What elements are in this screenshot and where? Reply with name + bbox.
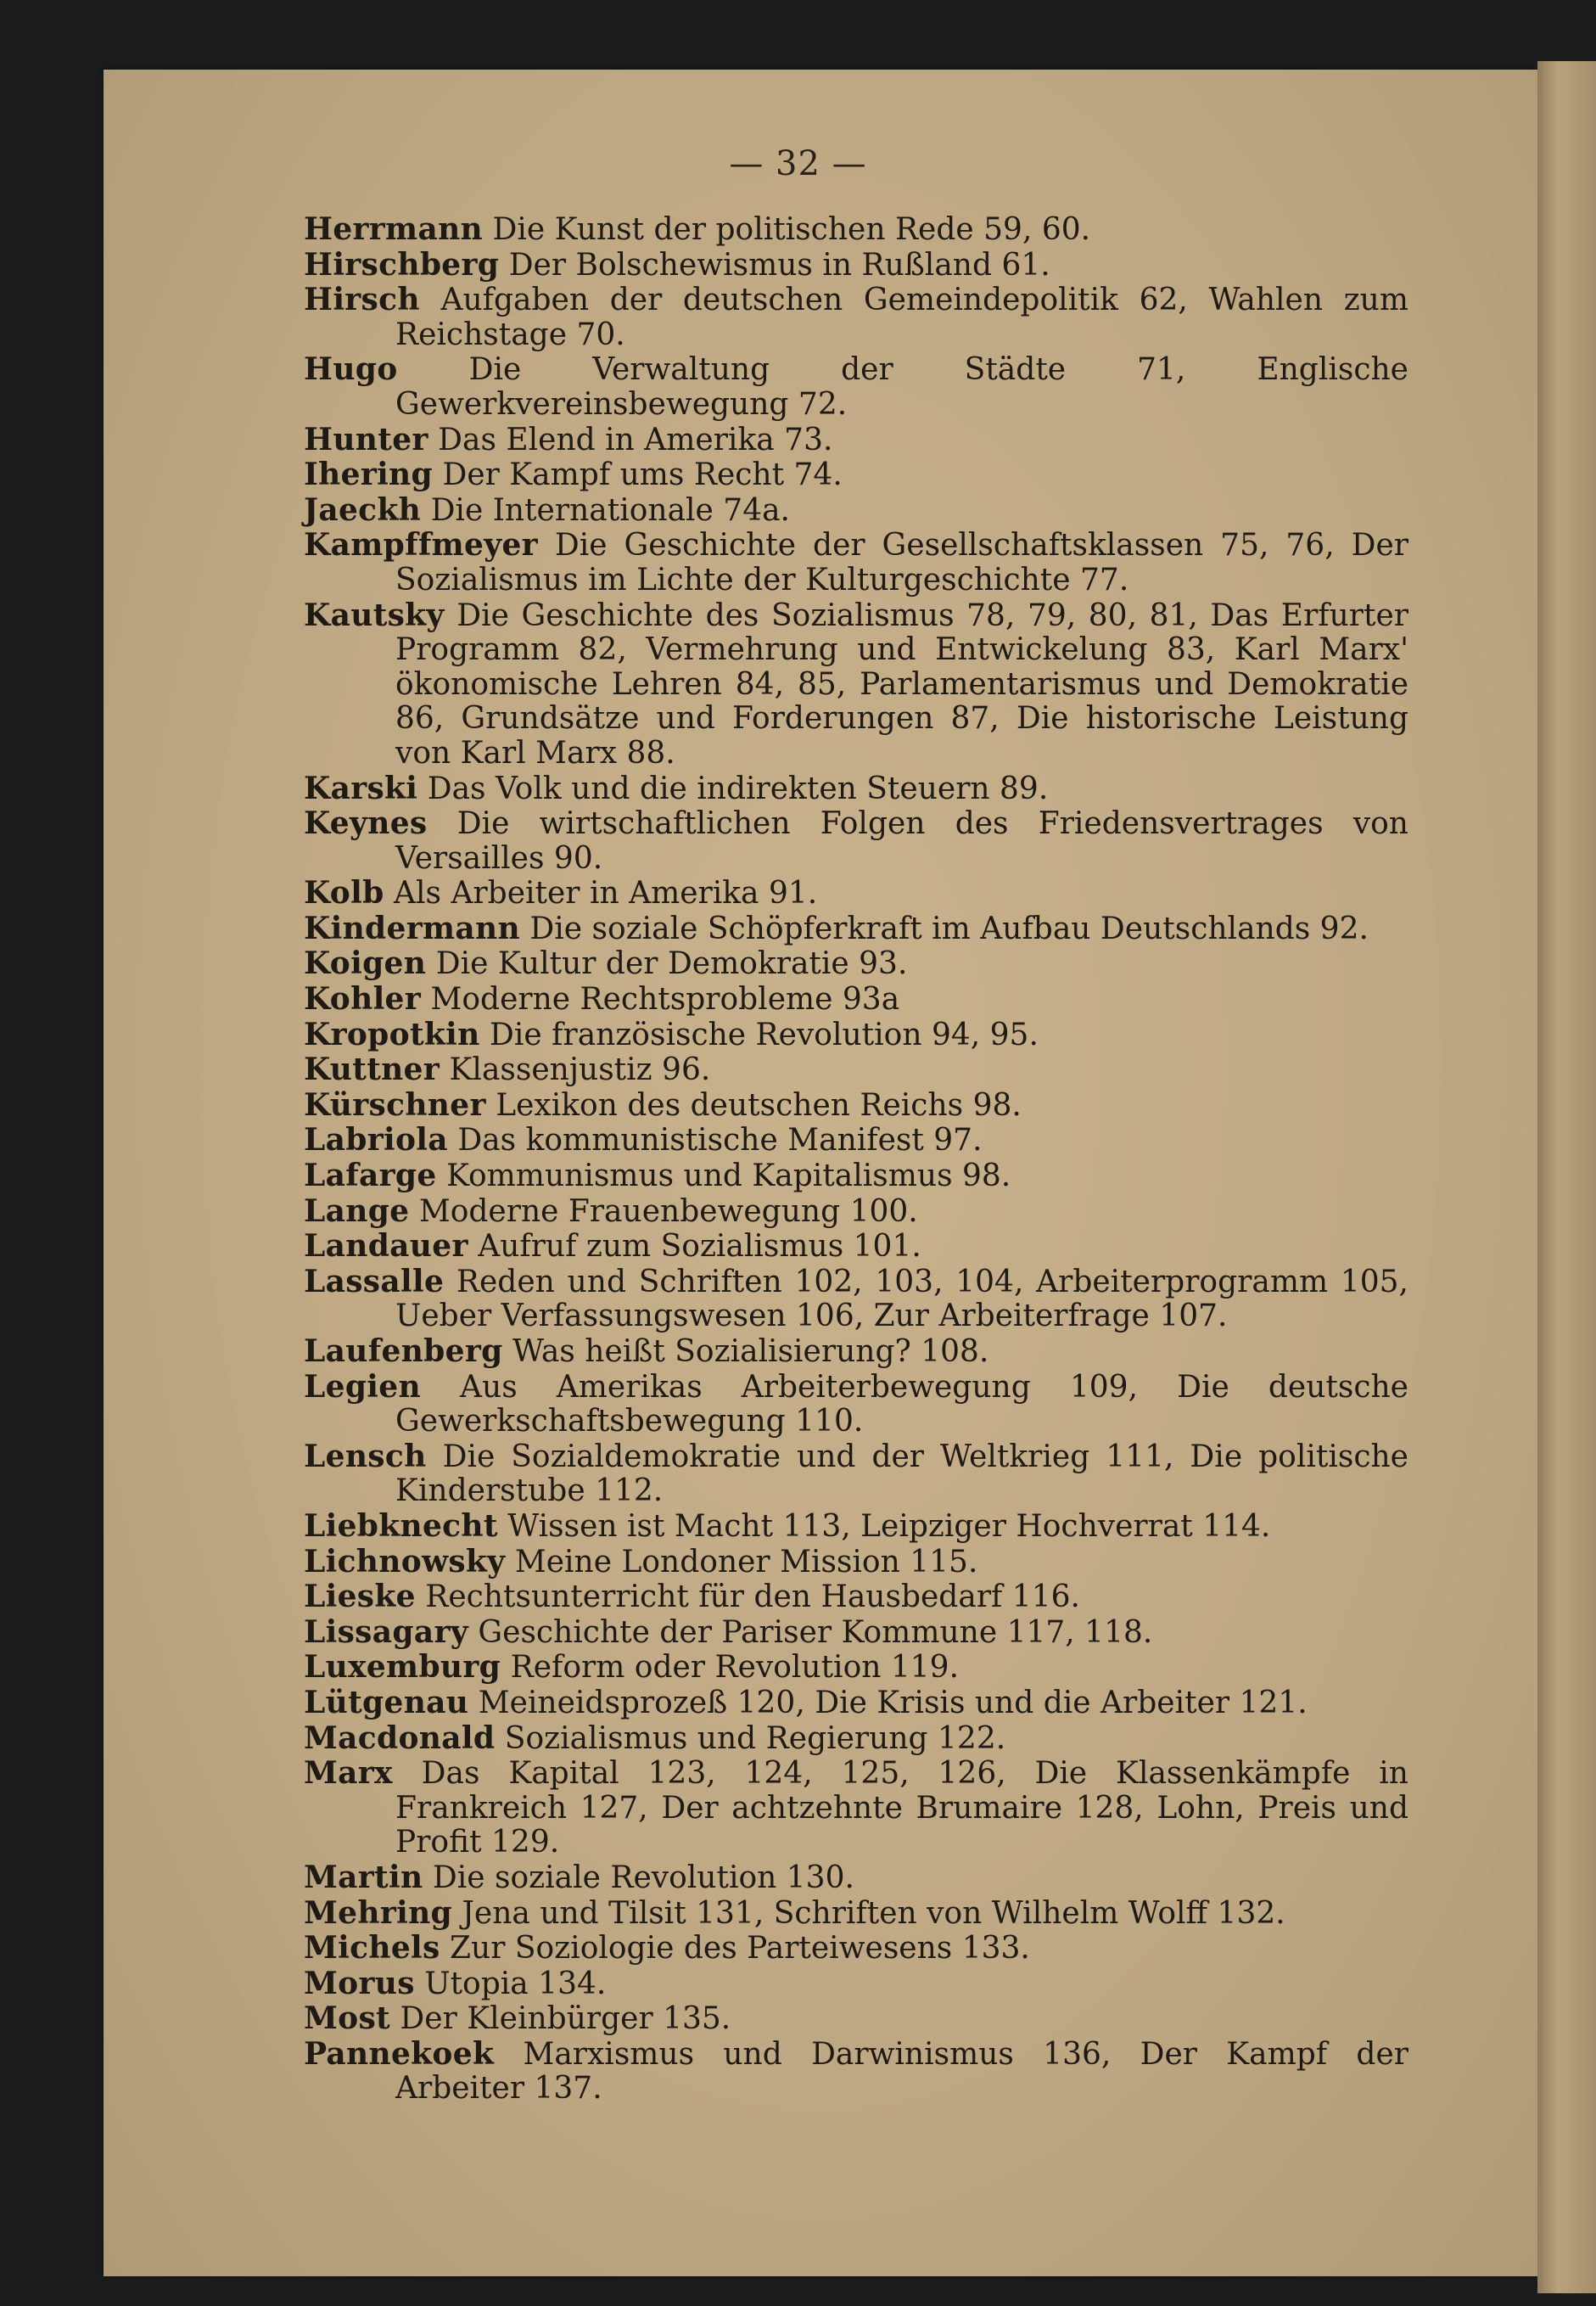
title-text: Aus Amerikas Arbeiterbewegung 109, Die deutsche Gewerkschaftsbewegung 110. <box>395 1369 1408 1439</box>
list-item <box>304 1334 1408 1370</box>
author-name: Morus <box>304 1965 415 2001</box>
list-item <box>304 1265 1408 1334</box>
facing-page-edge <box>1537 61 1596 2293</box>
list-item <box>304 423 1408 458</box>
list-item <box>304 1931 1408 1967</box>
title-text: Das kommunistische Manifest 97. <box>457 1123 983 1159</box>
author-name: Karski <box>304 770 418 806</box>
title-text: Die französische Revolution 94, 95. <box>490 1017 1039 1052</box>
list-item <box>304 2037 1408 2107</box>
author-name: Labriola <box>304 1122 448 1159</box>
title-text: Lexikon des deutschen Reichs 98. <box>496 1087 1022 1123</box>
list-item <box>304 1650 1408 1686</box>
title-text: Wissen ist Macht 113, Leipziger Hochverrat 114. <box>507 1508 1271 1544</box>
list-item <box>304 1686 1408 1721</box>
author-name: Kampffmeyer <box>304 527 538 564</box>
title-text: Meine Londoner Mission 115. <box>514 1544 978 1579</box>
author-name: Lichnowsky <box>304 1543 506 1579</box>
author-name: Kropotkin <box>304 1016 480 1052</box>
title-text: Die Sozialdemokratie und der Weltkrieg 111, Die politische Kinderstube 112. <box>395 1439 1408 1509</box>
author-name: Lensch <box>304 1438 427 1474</box>
author-name: Lissagary <box>304 1613 468 1650</box>
author-name: Landauer <box>304 1228 468 1265</box>
author-name: Macdonald <box>304 1720 496 1756</box>
author-name: Luxemburg <box>304 1649 501 1686</box>
author-name: Lange <box>304 1192 410 1229</box>
author-name: Kohler <box>304 981 422 1018</box>
author-name: Koigen <box>304 945 427 982</box>
author-name: Legien <box>304 1368 421 1405</box>
list-item <box>304 1615 1408 1651</box>
list-item <box>304 1721 1408 1757</box>
list-item <box>304 1229 1408 1265</box>
title-text: Reden und Schriften 102, 103, 104, Arbeiterprogramm 105, Ueber Verfassungswesen 106, Zur Arbeiterfrage 107. <box>395 1264 1408 1334</box>
list-item <box>304 1159 1408 1194</box>
title-text: Sozialismus und Regierung 122. <box>504 1720 1006 1756</box>
author-name: Jaeckh <box>304 491 422 528</box>
list-item <box>304 457 1408 493</box>
author-name: Hirschberg <box>304 246 500 283</box>
author-name: Kürschner <box>304 1086 486 1123</box>
title-text: Der Bolschewismus in Rußland 61. <box>508 247 1050 283</box>
list-item <box>304 1509 1408 1545</box>
author-name: Kolb <box>304 875 384 912</box>
title-text: Jena und Tilsit 131, Schriften von Wilhelm Wolff 132. <box>462 1895 1285 1931</box>
author-name: Hunter <box>304 421 428 457</box>
title-text: Reform oder Revolution 119. <box>510 1650 960 1686</box>
list-item <box>304 1370 1408 1439</box>
list-item <box>304 1439 1408 1509</box>
title-text: Die Geschichte des Sozialismus 78, 79, 80, 81, Das Erfurter Programm 82, Vermehrung und Entwickelung 83, Karl Marx' ökonomische Lehren 84, 85, Parlamentarismus und Demokratie 86, Grundsätze und Forderungen 87, Die historische Leistung von Karl Marx 88. <box>395 598 1408 771</box>
list-item <box>304 1579 1408 1615</box>
author-name: Lassalle <box>304 1263 445 1299</box>
title-text: Moderne Frauenbewegung 100. <box>418 1193 918 1229</box>
author-name: Herrmann <box>304 211 484 247</box>
author-name: Lafarge <box>304 1158 437 1194</box>
list-item <box>304 1088 1408 1124</box>
list-item <box>304 352 1408 422</box>
title-text: Moderne Rechtsprobleme 93a <box>430 982 900 1018</box>
list-item <box>304 493 1408 529</box>
list-item <box>304 598 1408 771</box>
author-name: Lieske <box>304 1579 416 1615</box>
author-name: Kautsky <box>304 597 445 633</box>
title-text: Die Kunst der politischen Rede 59, 60. <box>492 212 1091 247</box>
author-name: Hirsch <box>304 282 420 318</box>
title-text: Als Arbeiter in Amerika 91. <box>394 876 818 912</box>
author-name: Ihering <box>304 457 434 493</box>
author-name: Mehring <box>304 1894 453 1931</box>
title-text: Die Verwaltung der Städte 71, Englische Gewerkvereinsbewegung 72. <box>395 352 1408 422</box>
author-name: Hugo <box>304 351 398 388</box>
title-text: Die soziale Revolution 130. <box>432 1860 854 1895</box>
list-item <box>304 1967 1408 2002</box>
list-item <box>304 771 1408 807</box>
author-name: Liebknecht <box>304 1507 498 1544</box>
title-text: Der Kampf ums Recht 74. <box>442 457 843 493</box>
author-name: Kuttner <box>304 1052 440 1088</box>
list-item <box>304 946 1408 982</box>
list-item <box>304 528 1408 598</box>
author-name: Laufenberg <box>304 1333 503 1369</box>
list-item <box>304 1052 1408 1088</box>
list-item <box>304 1123 1408 1159</box>
title-text: Rechtsunterricht für den Hausbedarf 116. <box>425 1579 1080 1615</box>
title-text: Das Volk und die indirekten Steuern 89. <box>427 771 1049 806</box>
title-text: Marxismus und Darwinismus 136, Der Kampf der Arbeiter 137. <box>395 2036 1408 2107</box>
author-name: Michels <box>304 1930 440 1967</box>
title-text: Das Elend in Amerika 73. <box>438 422 833 457</box>
list-item <box>304 283 1408 352</box>
list-item <box>304 1896 1408 1932</box>
list-item <box>304 1018 1408 1053</box>
title-text: Meineidsprozeß 120, Die Krisis und die Arbeiter 121. <box>478 1685 1308 1720</box>
title-text: Die Kultur der Demokratie 93. <box>435 946 908 982</box>
title-text: Klassenjustiz 96. <box>449 1052 711 1088</box>
list-item <box>304 1860 1408 1896</box>
title-text: Der Kleinbürger 135. <box>400 2001 731 2037</box>
list-item <box>304 212 1408 248</box>
author-name: Pannekoek <box>304 2035 495 2072</box>
list-item <box>304 912 1408 947</box>
title-text: Aufgaben der deutschen Gemeindepolitik 62, Wahlen zum Reichstage 70. <box>395 283 1408 352</box>
list-item <box>304 982 1408 1018</box>
list-item <box>304 876 1408 912</box>
title-text: Geschichte der Pariser Kommune 117, 118. <box>478 1614 1153 1650</box>
title-text: Die Internationale 74a. <box>430 492 791 528</box>
author-name: Martin <box>304 1859 423 1895</box>
title-text: Zur Soziologie des Parteiwesens 133. <box>450 1931 1030 1967</box>
author-name: Lütgenau <box>304 1684 469 1720</box>
author-name: Keynes <box>304 805 428 842</box>
list-item <box>304 248 1408 283</box>
list-item <box>304 1545 1408 1580</box>
title-text: Die wirtschaftlichen Folgen des Friedensvertrages von Versailles 90. <box>395 806 1408 876</box>
author-name: Kindermann <box>304 910 520 946</box>
title-text: Was heißt Sozialisierung? 108. <box>512 1334 989 1369</box>
author-name: Most <box>304 2000 390 2037</box>
title-text: Kommunismus und Kapitalismus 98. <box>446 1159 1011 1194</box>
list-item <box>304 806 1408 876</box>
author-name: Marx <box>304 1755 393 1792</box>
bibliography-list <box>304 212 1408 2107</box>
title-text: Die Geschichte der Gesellschaftsklassen 75, 76, Der Sozialismus im Lichte der Kulturgeschichte 77. <box>395 528 1408 598</box>
list-item <box>304 1756 1408 1860</box>
title-text: Das Kapital 123, 124, 125, 126, Die Klassenkämpfe in Frankreich 127, Der achtzehnte Brumaire 128, Lohn, Preis und Profit 129. <box>395 1756 1408 1860</box>
title-text: Aufruf zum Sozialismus 101. <box>478 1229 921 1265</box>
page-number: — 32 — <box>729 144 867 183</box>
list-item <box>304 1194 1408 1230</box>
title-text: Die soziale Schöpferkraft im Aufbau Deutschlands 92. <box>529 911 1369 946</box>
list-item <box>304 2001 1408 2037</box>
title-text: Utopia 134. <box>424 1966 607 2001</box>
